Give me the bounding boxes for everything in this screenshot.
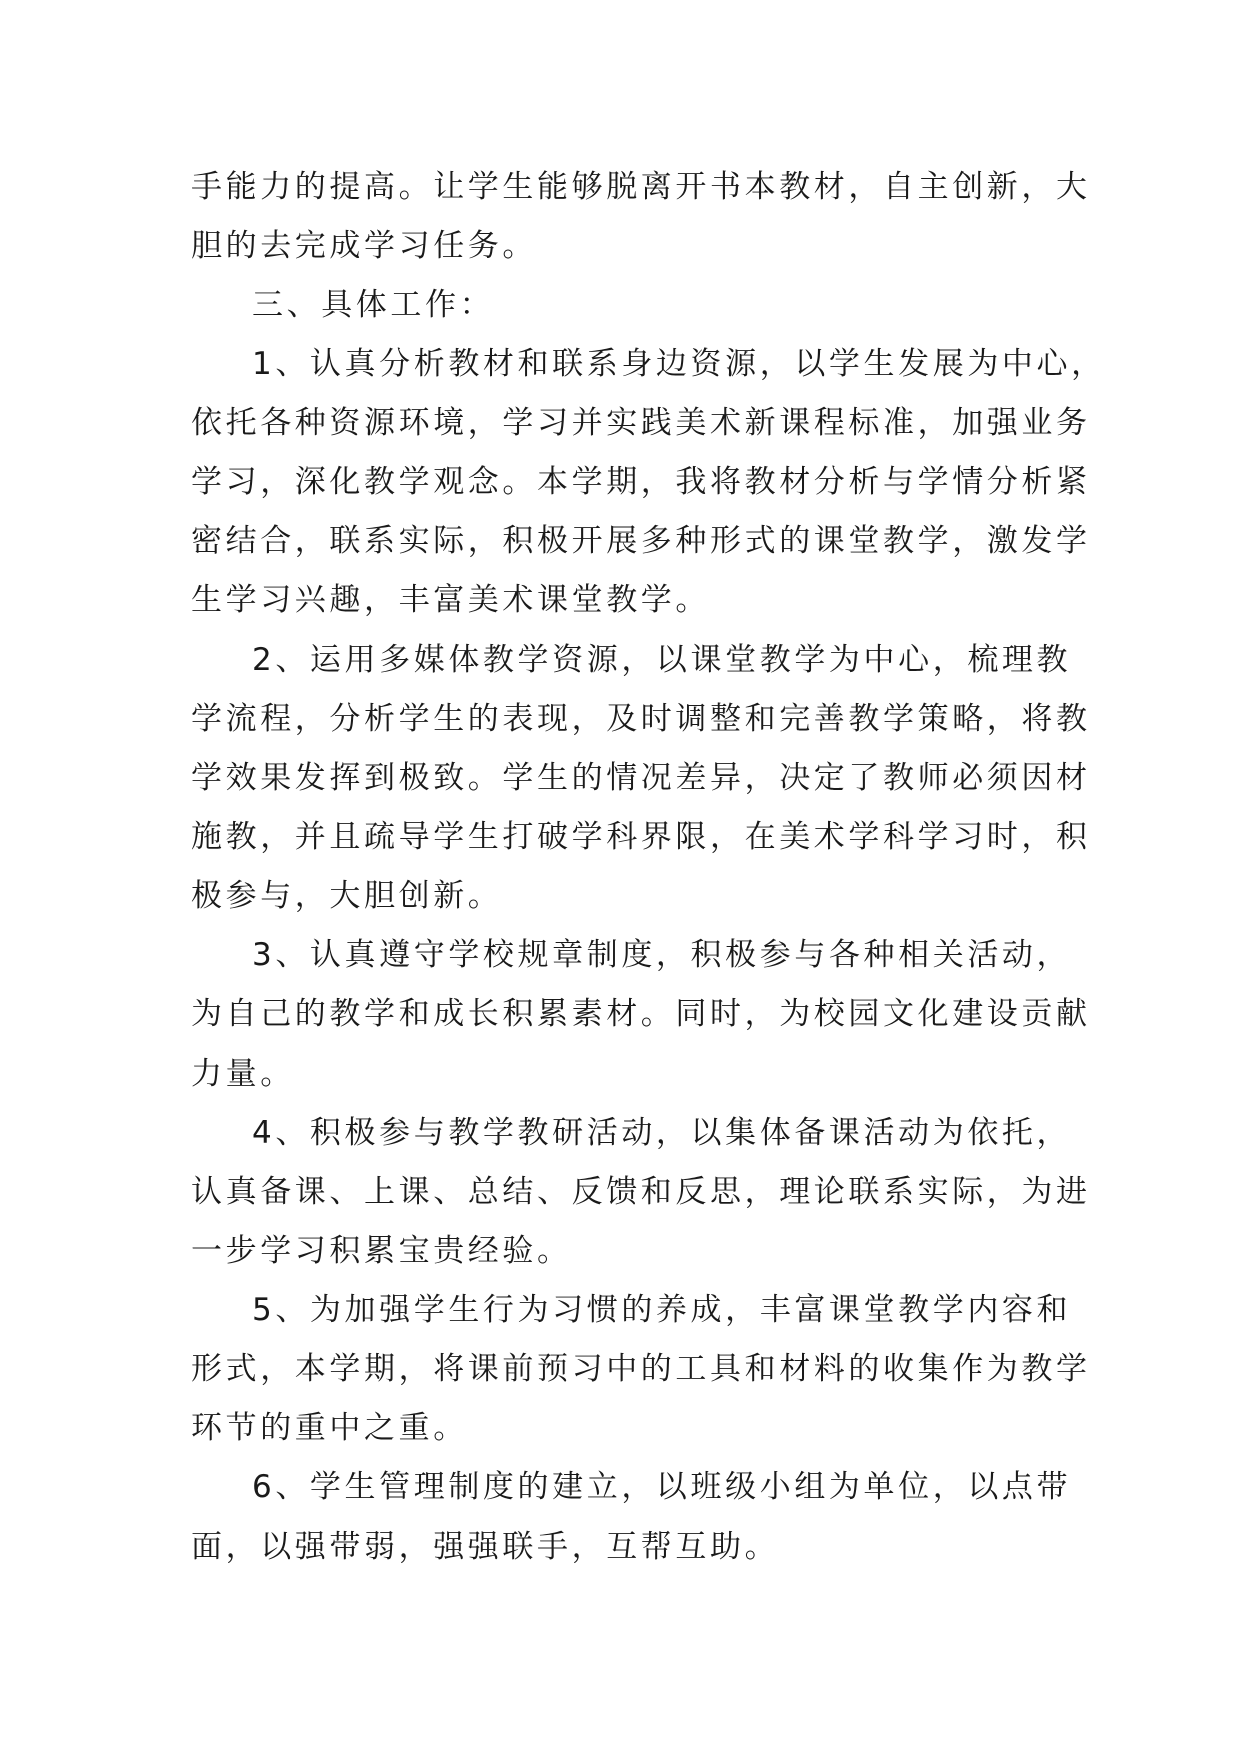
text-line: 力量。 bbox=[191, 1056, 295, 1092]
text-line: 形式，本学期，将课前预习中的工具和材料的收集作为教学 bbox=[191, 1351, 1091, 1387]
text-line: 2、运用多媒体教学资源，以课堂教学为中心，梳理教 bbox=[252, 642, 1072, 678]
text-line: 5、为加强学生行为习惯的养成，丰富课堂教学内容和 bbox=[252, 1292, 1072, 1328]
text-line: 学流程，分析学生的表现，及时调整和完善教学策略，将教 bbox=[191, 701, 1091, 737]
text-line: 极参与，大胆创新。 bbox=[191, 878, 503, 914]
text-line: 学效果发挥到极致。学生的情况差异，决定了教师必须因材 bbox=[191, 760, 1091, 796]
text-line: 密结合，联系实际，积极开展多种形式的课堂教学，激发学 bbox=[191, 523, 1091, 559]
section-heading: 三、具体工作： bbox=[252, 287, 495, 323]
text-line: 6、学生管理制度的建立，以班级小组为单位，以点带 bbox=[252, 1469, 1072, 1505]
text-line: 为自己的教学和成长积累素材。同时，为校园文化建设贡献 bbox=[191, 996, 1091, 1032]
text-line: 依托各种资源环境，学习并实践美术新课程标准，加强业务 bbox=[191, 405, 1091, 441]
text-line: 环节的重中之重。 bbox=[191, 1410, 468, 1446]
text-line: 面，以强带弱，强强联手，互帮互助。 bbox=[191, 1529, 780, 1565]
text-line: 生学习兴趣，丰富美术课堂教学。 bbox=[191, 582, 710, 618]
text-line: 胆的去完成学习任务。 bbox=[191, 228, 537, 264]
text-line: 4、积极参与教学教研活动，以集体备课活动为依托， bbox=[252, 1115, 1072, 1151]
text-line: 1、认真分析教材和联系身边资源，以学生发展为中心， bbox=[252, 346, 1106, 382]
text-line: 3、认真遵守学校规章制度，积极参与各种相关活动， bbox=[252, 937, 1072, 973]
text-line: 施教，并且疏导学生打破学科界限，在美术学科学习时，积 bbox=[191, 819, 1091, 855]
text-line: 手能力的提高。让学生能够脱离开书本教材，自主创新，大 bbox=[191, 169, 1091, 205]
text-line: 认真备课、上课、总结、反馈和反思，理论联系实际，为进 bbox=[191, 1174, 1091, 1210]
text-line: 学习，深化教学观念。本学期，我将教材分析与学情分析紧 bbox=[191, 464, 1091, 500]
text-line: 一步学习积累宝贵经验。 bbox=[191, 1233, 572, 1269]
